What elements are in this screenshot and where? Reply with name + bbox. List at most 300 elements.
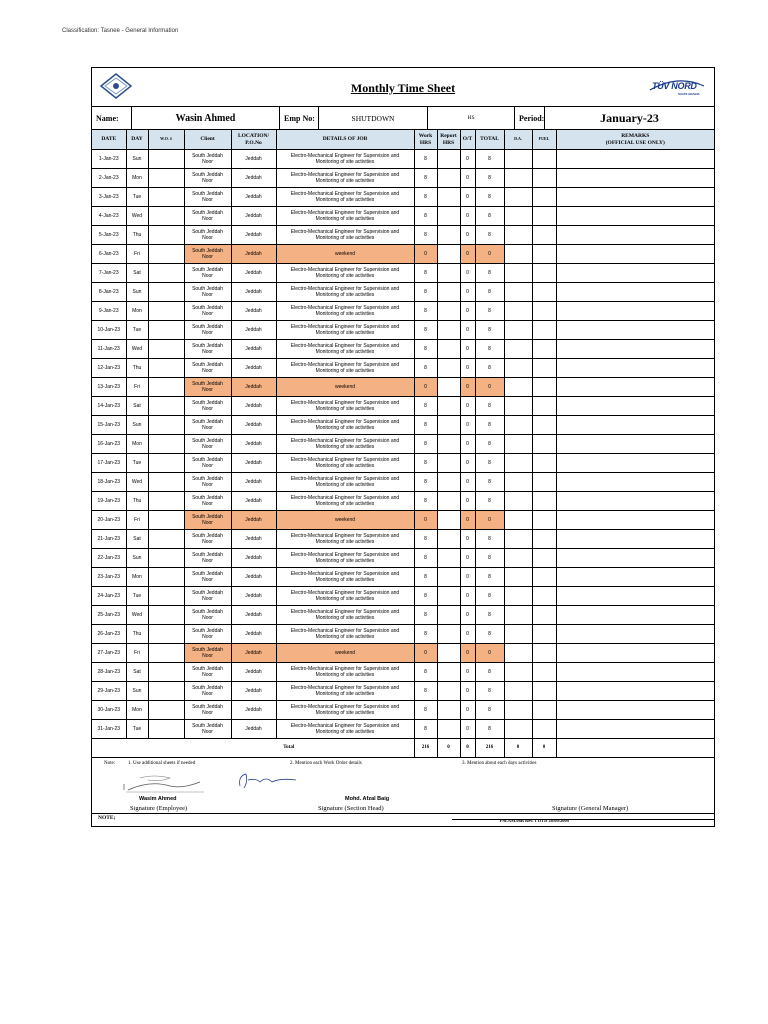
row-date: 24-Jan-23 <box>92 587 126 606</box>
row-location: Jeddah <box>231 720 276 739</box>
note-label: Note: <box>104 761 116 766</box>
row-details-line2: Monitoring of site activities <box>315 691 375 697</box>
row-date: 21-Jan-23 <box>92 530 126 549</box>
row-report-hrs <box>437 625 460 644</box>
row-day: Wed <box>126 340 148 359</box>
row-date: 15-Jan-23 <box>92 416 126 435</box>
row-ot: 0 <box>460 625 475 644</box>
row-client-line2: Noor <box>202 387 213 393</box>
row-remarks <box>556 340 714 359</box>
row-work-hrs: 8 <box>414 340 437 359</box>
row-details-line1: Electro-Mechanical Engineer for Supervision and <box>290 191 400 197</box>
row-fuel <box>532 530 556 549</box>
row-day: Sat <box>126 397 148 416</box>
row-date: 30-Jan-23 <box>92 701 126 720</box>
row-details <box>276 663 414 682</box>
row-day: Sun <box>126 283 148 302</box>
row-report-hrs <box>437 568 460 587</box>
row-remarks <box>556 530 714 549</box>
form-footer <box>92 757 714 826</box>
row-day: Sat <box>126 530 148 549</box>
row-details-line1: Electro-Mechanical Engineer for Supervision and <box>290 476 400 482</box>
row-total: 0 <box>475 378 504 397</box>
row-date: 29-Jan-23 <box>92 682 126 701</box>
table-row <box>92 283 714 302</box>
row-work-hrs: 8 <box>414 720 437 739</box>
row-client-line1: South Jeddah <box>192 400 223 406</box>
table-row <box>92 321 714 340</box>
row-details-line2: Monitoring of site activities <box>315 197 375 203</box>
row-client-line2: Noor <box>202 539 213 545</box>
row-client <box>184 169 231 188</box>
row-location: Jeddah <box>231 511 276 530</box>
row-da <box>504 530 532 549</box>
row-fuel <box>532 473 556 492</box>
row-fuel <box>532 644 556 663</box>
totals-label: Total <box>92 739 414 758</box>
row-total: 8 <box>475 150 504 169</box>
row-da <box>504 283 532 302</box>
row-work-hrs: 8 <box>414 283 437 302</box>
row-location: Jeddah <box>231 435 276 454</box>
row-da <box>504 568 532 587</box>
row-fuel <box>532 169 556 188</box>
row-details-line1: Electro-Mechanical Engineer for Supervision and <box>290 324 400 330</box>
row-client-line1: South Jeddah <box>192 438 223 444</box>
tuv-nord-logo <box>648 76 706 100</box>
row-remarks <box>556 720 714 739</box>
row-client-line1: South Jeddah <box>192 286 223 292</box>
row-report-hrs <box>437 207 460 226</box>
row-client-line2: Noor <box>202 444 213 450</box>
row-client-line1: South Jeddah <box>192 666 223 672</box>
row-report-hrs <box>437 644 460 663</box>
row-fuel <box>532 682 556 701</box>
table-row <box>92 188 714 207</box>
row-location: Jeddah <box>231 606 276 625</box>
table-row <box>92 587 714 606</box>
row-client <box>184 264 231 283</box>
row-ot: 0 <box>460 549 475 568</box>
row-ot: 0 <box>460 302 475 321</box>
row-client-line1: South Jeddah <box>192 210 223 216</box>
row-client-line2: Noor <box>202 197 213 203</box>
row-client-line1: South Jeddah <box>192 571 223 577</box>
row-work-hrs: 8 <box>414 397 437 416</box>
row-da <box>504 416 532 435</box>
row-fuel <box>532 549 556 568</box>
row-day: Sun <box>126 150 148 169</box>
table-row <box>92 302 714 321</box>
row-remarks <box>556 454 714 473</box>
row-details <box>276 492 414 511</box>
row-date: 26-Jan-23 <box>92 625 126 644</box>
row-client <box>184 587 231 606</box>
row-client-line2: Noor <box>202 349 213 355</box>
row-location: Jeddah <box>231 245 276 264</box>
row-total: 8 <box>475 188 504 207</box>
table-header-row <box>92 130 714 150</box>
row-total: 8 <box>475 473 504 492</box>
row-date: 1-Jan-23 <box>92 150 126 169</box>
row-report-hrs <box>437 720 460 739</box>
row-da <box>504 378 532 397</box>
row-work-hrs: 8 <box>414 606 437 625</box>
row-client-line2: Noor <box>202 368 213 374</box>
row-client-line1: South Jeddah <box>192 362 223 368</box>
row-details-line2: Monitoring of site activities <box>315 539 375 545</box>
row-ot: 0 <box>460 226 475 245</box>
row-remarks <box>556 302 714 321</box>
row-client-line2: Noor <box>202 672 213 678</box>
row-client <box>184 454 231 473</box>
row-da <box>504 701 532 720</box>
section-head-name: Mohd. Afzal Baig <box>345 796 390 802</box>
row-date: 16-Jan-23 <box>92 435 126 454</box>
row-date: 14-Jan-23 <box>92 397 126 416</box>
row-total: 8 <box>475 283 504 302</box>
row-ot: 0 <box>460 321 475 340</box>
row-day: Wed <box>126 207 148 226</box>
row-report-hrs <box>437 302 460 321</box>
row-remarks <box>556 283 714 302</box>
row-client-line2: Noor <box>202 615 213 621</box>
row-details-line1: Electro-Mechanical Engineer for Supervision and <box>290 229 400 235</box>
col-details: DETAILS OF JOB <box>276 130 414 150</box>
table-row <box>92 530 714 549</box>
col-total: TOTAL <box>475 130 504 150</box>
row-wo <box>148 378 184 397</box>
row-ot: 0 <box>460 416 475 435</box>
row-client <box>184 549 231 568</box>
row-remarks <box>556 701 714 720</box>
row-location: Jeddah <box>231 397 276 416</box>
row-details <box>276 587 414 606</box>
row-ot: 0 <box>460 378 475 397</box>
row-wo <box>148 264 184 283</box>
row-total: 0 <box>475 511 504 530</box>
row-report-hrs <box>437 454 460 473</box>
row-report-hrs <box>437 245 460 264</box>
row-ot: 0 <box>460 435 475 454</box>
table-row <box>92 435 714 454</box>
row-details <box>276 682 414 701</box>
row-total: 8 <box>475 549 504 568</box>
row-client <box>184 511 231 530</box>
row-client <box>184 378 231 397</box>
row-wo <box>148 682 184 701</box>
row-wo <box>148 530 184 549</box>
form-header <box>92 68 714 107</box>
form-code: FM.AM.08B Rev. 1 DTD 28/09/2009 <box>499 818 569 823</box>
row-client-line1: South Jeddah <box>192 552 223 558</box>
row-da <box>504 169 532 188</box>
row-fuel <box>532 245 556 264</box>
row-da <box>504 397 532 416</box>
row-location: Jeddah <box>231 549 276 568</box>
row-wo <box>148 207 184 226</box>
row-fuel <box>532 568 556 587</box>
row-ot: 0 <box>460 245 475 264</box>
row-report-hrs <box>437 435 460 454</box>
row-client-line2: Noor <box>202 729 213 735</box>
row-details: weekend <box>276 245 414 264</box>
row-remarks <box>556 378 714 397</box>
row-remarks <box>556 435 714 454</box>
row-report-hrs <box>437 359 460 378</box>
row-report-hrs <box>437 397 460 416</box>
row-location: Jeddah <box>231 625 276 644</box>
row-client-line1: South Jeddah <box>192 628 223 634</box>
row-wo <box>148 416 184 435</box>
row-client-line1: South Jeddah <box>192 685 223 691</box>
row-details <box>276 549 414 568</box>
row-client <box>184 302 231 321</box>
row-client-line1: South Jeddah <box>192 248 223 254</box>
row-details-line2: Monitoring of site activities <box>315 634 375 640</box>
row-remarks <box>556 207 714 226</box>
row-ot: 0 <box>460 264 475 283</box>
row-location: Jeddah <box>231 644 276 663</box>
table-row <box>92 606 714 625</box>
row-report-hrs <box>437 511 460 530</box>
col-work-hrs <box>414 130 437 150</box>
row-fuel <box>532 226 556 245</box>
row-remarks <box>556 397 714 416</box>
row-client <box>184 226 231 245</box>
row-client <box>184 492 231 511</box>
emp-label-cell <box>280 107 319 129</box>
row-fuel <box>532 264 556 283</box>
row-date: 3-Jan-23 <box>92 188 126 207</box>
row-client <box>184 359 231 378</box>
row-client <box>184 644 231 663</box>
row-location: Jeddah <box>231 378 276 397</box>
row-details-line1: Electro-Mechanical Engineer for Supervision and <box>290 666 400 672</box>
row-location: Jeddah <box>231 473 276 492</box>
col-work-line2: HRS <box>419 139 432 146</box>
row-fuel <box>532 359 556 378</box>
note-bottom: NOTE; <box>98 815 116 821</box>
row-date: 20-Jan-23 <box>92 511 126 530</box>
row-details-line1: Electro-Mechanical Engineer for Supervision and <box>290 609 400 615</box>
row-details <box>276 720 414 739</box>
row-day: Fri <box>126 245 148 264</box>
row-fuel <box>532 150 556 169</box>
row-ot: 0 <box>460 397 475 416</box>
row-client-line1: South Jeddah <box>192 305 223 311</box>
row-da <box>504 150 532 169</box>
row-date: 5-Jan-23 <box>92 226 126 245</box>
row-remarks <box>556 359 714 378</box>
period-label-cell <box>515 107 545 129</box>
timesheet-rows <box>92 150 714 739</box>
row-details-line1: Electro-Mechanical Engineer for Supervision and <box>290 628 400 634</box>
row-location: Jeddah <box>231 340 276 359</box>
totals-remarks <box>556 739 714 758</box>
row-report-hrs <box>437 188 460 207</box>
row-date: 6-Jan-23 <box>92 245 126 264</box>
row-date: 12-Jan-23 <box>92 359 126 378</box>
row-da <box>504 188 532 207</box>
row-total: 8 <box>475 321 504 340</box>
row-wo <box>148 321 184 340</box>
row-details-line1: Electro-Mechanical Engineer for Supervision and <box>290 343 400 349</box>
row-work-hrs: 8 <box>414 188 437 207</box>
period-value: January-23 <box>600 110 659 125</box>
row-remarks <box>556 245 714 264</box>
row-fuel <box>532 435 556 454</box>
row-location: Jeddah <box>231 207 276 226</box>
table-row <box>92 169 714 188</box>
row-date: 11-Jan-23 <box>92 340 126 359</box>
row-client-line1: South Jeddah <box>192 514 223 520</box>
row-date: 4-Jan-23 <box>92 207 126 226</box>
row-details-line2: Monitoring of site activities <box>315 178 375 184</box>
col-ot: O/T <box>460 130 475 150</box>
row-client-line2: Noor <box>202 406 213 412</box>
row-wo <box>148 492 184 511</box>
row-details-line2: Monitoring of site activities <box>315 501 375 507</box>
row-total: 8 <box>475 720 504 739</box>
table-row <box>92 454 714 473</box>
row-client-line1: South Jeddah <box>192 476 223 482</box>
row-details-line2: Monitoring of site activities <box>315 349 375 355</box>
row-details <box>276 188 414 207</box>
row-location: Jeddah <box>231 264 276 283</box>
totals-fuel: 0 <box>532 739 556 758</box>
row-total: 0 <box>475 644 504 663</box>
row-client-line2: Noor <box>202 330 213 336</box>
row-day: Thu <box>126 492 148 511</box>
row-fuel <box>532 340 556 359</box>
row-total: 8 <box>475 169 504 188</box>
row-remarks <box>556 549 714 568</box>
row-date: 10-Jan-23 <box>92 321 126 340</box>
row-remarks <box>556 321 714 340</box>
row-client-line1: South Jeddah <box>192 191 223 197</box>
col-report-line2: HRS <box>442 139 455 146</box>
row-total: 8 <box>475 264 504 283</box>
row-da <box>504 302 532 321</box>
row-location: Jeddah <box>231 682 276 701</box>
row-client-line1: South Jeddah <box>192 153 223 159</box>
row-report-hrs <box>437 226 460 245</box>
row-work-hrs: 0 <box>414 511 437 530</box>
row-report-hrs <box>437 682 460 701</box>
row-client-line2: Noor <box>202 691 213 697</box>
row-total: 8 <box>475 302 504 321</box>
row-total: 8 <box>475 226 504 245</box>
row-ot: 0 <box>460 207 475 226</box>
col-location <box>231 130 276 150</box>
row-da <box>504 207 532 226</box>
row-day: Mon <box>126 701 148 720</box>
row-ot: 0 <box>460 568 475 587</box>
row-details-line2: Monitoring of site activities <box>315 710 375 716</box>
row-ot: 0 <box>460 701 475 720</box>
row-ot: 0 <box>460 188 475 207</box>
row-total: 8 <box>475 587 504 606</box>
row-date: 9-Jan-23 <box>92 302 126 321</box>
row-remarks <box>556 150 714 169</box>
row-ot: 0 <box>460 150 475 169</box>
row-details-line1: Electro-Mechanical Engineer for Supervision and <box>290 685 400 691</box>
row-ot: 0 <box>460 473 475 492</box>
row-day: Sat <box>126 663 148 682</box>
row-work-hrs: 8 <box>414 150 437 169</box>
row-details-line1: Electro-Mechanical Engineer for Supervision and <box>290 723 400 729</box>
employee-info-row <box>92 107 714 130</box>
form-title: Monthly Time Sheet <box>350 81 456 95</box>
row-work-hrs: 8 <box>414 492 437 511</box>
row-ot: 0 <box>460 663 475 682</box>
row-details-line2: Monitoring of site activities <box>315 273 375 279</box>
row-client-line1: South Jeddah <box>192 172 223 178</box>
note-1: 1. Use additional sheets if needed <box>128 761 196 766</box>
sig-section-head-label: Signature (Section Head) <box>318 805 384 812</box>
row-details-line1: Electro-Mechanical Engineer for Supervision and <box>290 438 400 444</box>
row-ot: 0 <box>460 169 475 188</box>
row-fuel <box>532 625 556 644</box>
row-details <box>276 416 414 435</box>
row-client <box>184 245 231 264</box>
row-fuel <box>532 492 556 511</box>
row-client-line1: South Jeddah <box>192 381 223 387</box>
row-day: Sun <box>126 416 148 435</box>
row-wo <box>148 283 184 302</box>
row-remarks <box>556 264 714 283</box>
row-wo <box>148 644 184 663</box>
row-ot: 0 <box>460 340 475 359</box>
employee-signature-icon <box>120 770 210 796</box>
row-da <box>504 492 532 511</box>
row-client-line1: South Jeddah <box>192 704 223 710</box>
row-ot: 0 <box>460 511 475 530</box>
row-da <box>504 340 532 359</box>
row-client <box>184 530 231 549</box>
row-report-hrs <box>437 530 460 549</box>
row-details: weekend <box>276 378 414 397</box>
table-row <box>92 663 714 682</box>
table-row <box>92 264 714 283</box>
timesheet-form <box>91 67 715 827</box>
row-date: 13-Jan-23 <box>92 378 126 397</box>
totals-ot: 0 <box>460 739 475 758</box>
row-day: Tue <box>126 454 148 473</box>
row-day: Mon <box>126 435 148 454</box>
row-wo <box>148 435 184 454</box>
row-date: 7-Jan-23 <box>92 264 126 283</box>
row-client-line2: Noor <box>202 463 213 469</box>
row-work-hrs: 8 <box>414 207 437 226</box>
row-client <box>184 397 231 416</box>
row-details <box>276 321 414 340</box>
row-details <box>276 302 414 321</box>
name-value: Wasin Ahmed <box>132 107 280 129</box>
note-3: 3. Mention about each days activities <box>462 761 537 766</box>
row-details-line1: Electro-Mechanical Engineer for Supervision and <box>290 153 400 159</box>
row-details <box>276 283 414 302</box>
row-remarks <box>556 416 714 435</box>
employee-name: Wasim Ahmed <box>139 796 177 802</box>
row-wo <box>148 625 184 644</box>
row-fuel <box>532 720 556 739</box>
classification-label: Classification: Tasnee - General Information <box>62 28 179 34</box>
row-details-line1: Electro-Mechanical Engineer for Supervision and <box>290 419 400 425</box>
row-day: Mon <box>126 568 148 587</box>
table-row <box>92 625 714 644</box>
